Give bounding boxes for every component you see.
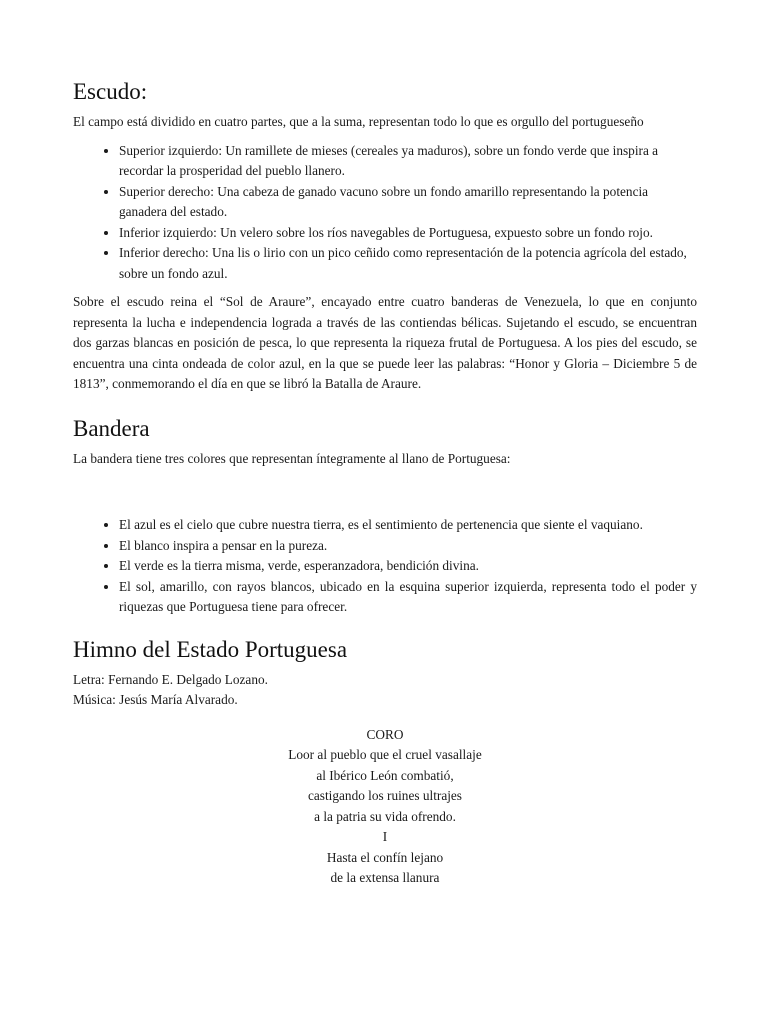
poem-line: castigando los ruines ultrajes xyxy=(308,788,462,803)
escudo-list xyxy=(73,141,697,285)
escudo-paragraph: Sobre el escudo reina el “Sol de Araure”, encayado entre cuatro banderas de Venezuela, lo que en conjunto representa la lucha e independencia lograda a través de las contiendas bélicas. Sujetando el escudo, se encuentran dos garzas blancas en posición de pesca, lo que representa la riqueza frutal de Portuguesa. A los pies del escudo, se encuentra una cinta ondeada de color azul, en la que se puede leer las palabras: “Honor y Gloria – Diciembre 5 de 1813”, conmemorando el día en que se libró la Batalla de Araure. xyxy=(73,294,697,391)
poem-line: CORO xyxy=(366,726,404,742)
heading-bandera: Bandera xyxy=(73,415,150,441)
poem-line: de la extensa llanura xyxy=(330,870,440,885)
escudo-intro: El campo está dividido en cuatro partes, que a la suma, representan todo lo que es orgullo del portugueseño xyxy=(73,114,644,129)
list-item: • El blanco inspira a pensar en la pureza. xyxy=(119,536,697,557)
section-himno xyxy=(73,636,697,889)
poem-line: al Ibérico León combatió, xyxy=(316,767,454,783)
list-item: • Inferior derecho: Una lis o lirio con un pico ceñido como representación de la potencia agrícola del estado, sobre un fondo azul. xyxy=(119,243,697,284)
heading-escudo: Escudo: xyxy=(73,79,148,104)
himno-letra: Letra: Fernando E. Delgado Lozano. xyxy=(73,671,268,687)
poem-line: Hasta el confín lejano xyxy=(326,849,444,865)
document-page xyxy=(73,78,697,889)
list-item: • Superior izquierdo: Un ramillete de mieses (cereales ya maduros), sobre un fondo verde que inspira a recordar la prosperidad del pueblo llanero. xyxy=(119,141,697,182)
bandera-intro: La bandera tiene tres colores que representan íntegramente al llano de Portuguesa: xyxy=(73,450,511,466)
himno-musica: Música: Jesús María Alvarado. xyxy=(73,692,238,707)
heading-himno: Himno del Estado Portuguesa xyxy=(73,636,348,662)
himno-poem xyxy=(73,725,697,889)
poem-line: I xyxy=(382,829,388,844)
poem-line: a la patria su vida ofrendo. xyxy=(314,808,456,824)
list-item: • Inferior izquierdo: Un velero sobre los ríos navegables de Portuguesa, expuesto sobre un fondo rojo. xyxy=(119,223,697,244)
list-item: • El sol, amarillo, con rayos blancos, ubicado en la esquina superior izquierda, representa todo el poder y riquezas que Portuguesa tiene para ofrecer. xyxy=(119,577,697,618)
list-item: • El verde es la tierra misma, verde, esperanzadora, bendición divina. xyxy=(119,556,697,577)
list-item: • Superior derecho: Una cabeza de ganado vacuno sobre un fondo amarillo representando la potencia ganadera del estado. xyxy=(119,182,697,223)
bandera-list xyxy=(73,515,697,618)
section-bandera xyxy=(73,415,697,618)
poem-line: Loor al pueblo que el cruel vasallaje xyxy=(288,747,482,762)
list-item: • El azul es el cielo que cubre nuestra tierra, es el sentimiento de pertenencia que siente el vaquiano. xyxy=(119,515,697,536)
section-escudo xyxy=(73,78,697,395)
